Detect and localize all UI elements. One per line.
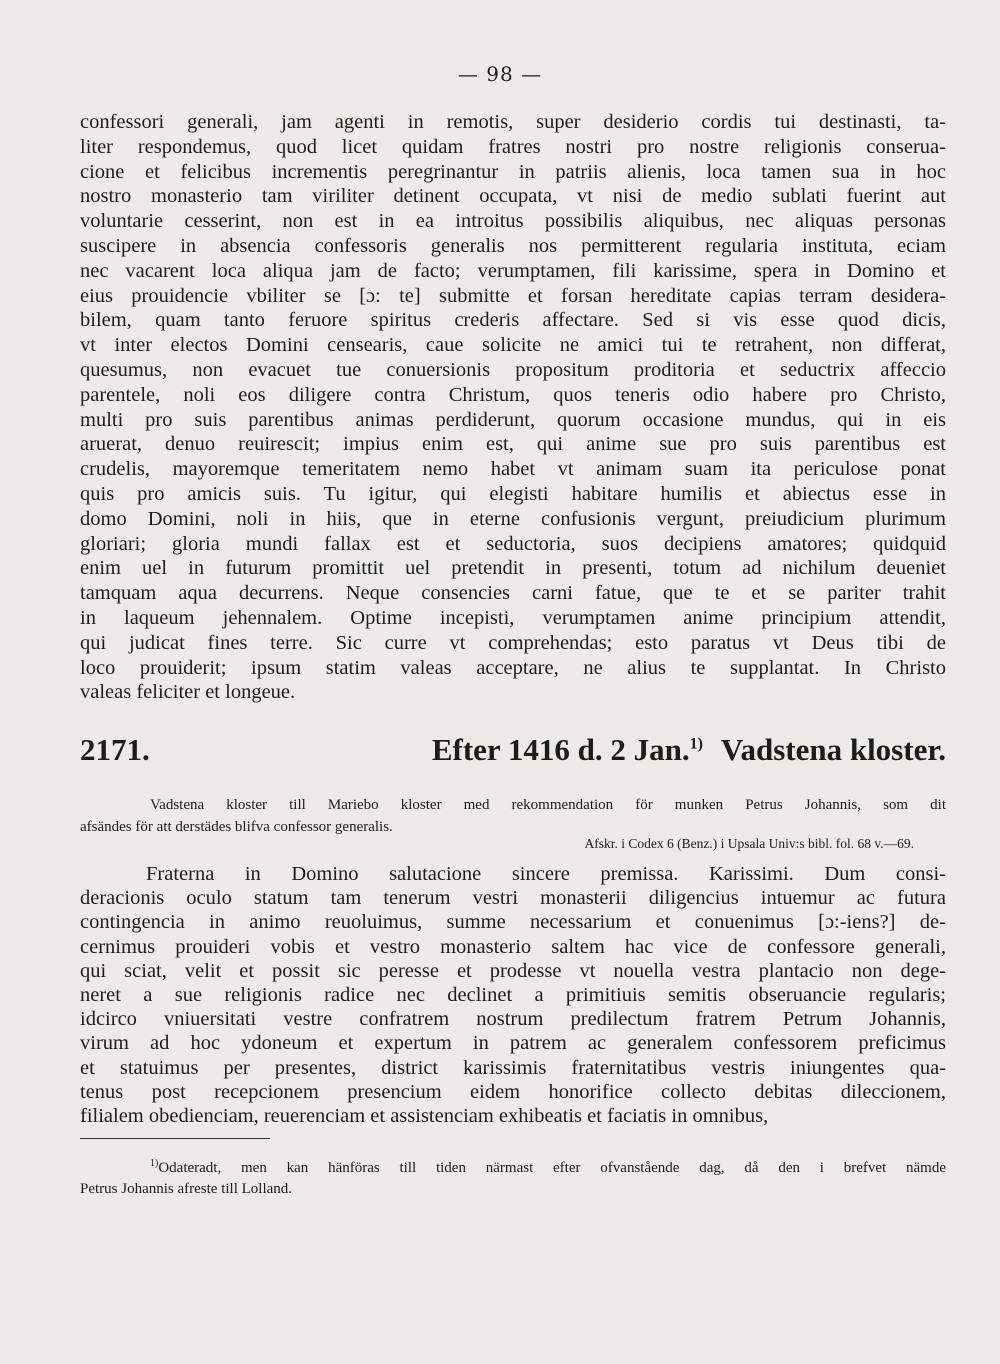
text-line: enim uel in futurum promittit uel pretendit in presenti, totum ad nichilum deueniet [80,557,946,580]
text-line: nostro monasterio tam viriliter detinent occupata, vt nisi de medio sublati fuerint aut [80,185,946,208]
text-line: suscipere in absencia confessoris generalis nos permitterent regularia instituta, eciam [80,234,946,257]
text-line: aruerat, denuo reuirescit; impius enim est, qui anime sue pro suis parentibus est [80,433,946,456]
text-line: quis pro amicis suis. Tu igitur, qui elegisti habitare humilis et abiectus esse in [80,482,946,505]
document-summary [80,794,946,838]
footnote-line-text: Odateradt, men kan hänföras till tiden närmast efter ofvanstående dag, då den i brefvet nämde [158,1160,946,1176]
document-number: 2171. [80,732,150,767]
text-line: gloriari; gloria mundi fallax est et seductoria, suos decipiens amatores; quidquid [80,532,946,555]
text-line: vt inter electos Domini censearis, caue solicite ne amici tui te retrahent, non differat, [80,334,946,357]
summary-line: Vadstena kloster till Mariebo kloster med rekommendation för munken Petrus Johannis, som dit [150,797,946,813]
document-heading [80,732,946,768]
letter-line: filialem obedienciam, reuerenciam et assistenciam exhibeatis et faciatis in omnibus, [80,1105,769,1128]
letter-line: contingencia in animo reuoluimus, summe necessarium et conuenimus [ɔ:-iens?] de- [80,911,946,934]
footnote-rule [80,1138,270,1139]
footnote-reference: 1) [689,735,703,753]
text-line: crudelis, mayoremque temeritatem nemo habet vt animam suam ita periculose ponat [80,458,946,481]
document-place: Vadstena kloster. [720,732,946,767]
letter-line: Fraterna in Domino salutacione sincere premissa. Karissimi. Dum consi- [146,863,946,885]
letter-line: deracionis oculo statum tam tenerum vestri monasterii diligencius intuemur ac futura [80,887,946,910]
text-line: liter respondemus, quod licet quidam fratres nostri pro nostre religionis conserua- [80,135,946,158]
text-line: parentele, noli eos diligere contra Christum, quos teneris odio habere pro Christo, [80,383,946,406]
page-number: — 98 — [457,62,543,86]
text-line: bilem, quam tanto feruore spiritus crederis affectare. Sed si vis esse quod dicis, [80,309,946,332]
document-heading-right [432,732,946,768]
text-line: tamquam aqua decurrens. Neque consencies carni fatue, que te et se pariter trahit [80,582,946,605]
text-line: nec vacarent loca aliqua jam de facto; verumptamen, fili karissime, spera in Domino et [80,259,946,282]
footnote-mark: 1) [150,1158,159,1169]
text-line: confessori generali, jam agenti in remotis, super desiderio cordis tui destinasti, ta- [80,111,946,133]
letter-line: neret a sue religionis radice nec declinet a primitiuis semitis obseruancie regularis; [80,984,946,1007]
main-text [80,110,946,705]
document-date: Efter 1416 d. 2 Jan. [431,732,690,767]
letter-line: cernimus prouideri vobis et vestro monasterio saltem hac vice de confessore generali, [80,935,946,958]
text-line: cione et felicibus incrementis peregrinantur in patriis alienis, loca tamen sua in hoc [80,160,946,183]
text-line: loco prouiderit; ipsum statim valeas acceptare, ne alius te supplantat. In Christo [80,656,946,679]
summary-line: afsändes för att derstädes blifva confessor generalis. [80,819,393,835]
letter-line: idcirco vniuersitati vestre confratrem nostrum predilectum fratrem Petrum Johannis, [80,1008,946,1031]
text-line: eius prouidencie vbiliter se [ɔ: te] submitte et forsan hereditate capias terram desidera- [80,284,946,307]
text-line: multi pro suis parentibus animas perdiderunt, quorum occasione mundus, qui in eis [80,408,946,431]
letter-line: qui sciat, velit et possit sic peresse et prodesse vt nouella vestra plantacio non dege- [80,959,946,982]
footnote-line [80,1153,946,1179]
source-reference: Afskr. i Codex 6 (Benz.) i Upsala Univ:s bibl. fol. 68 v.—69. [584,836,914,851]
text-line: in laqueum jehennalem. Optime incepisti, verumptamen anime principium attendit, [80,606,946,629]
text-line: valeas feliciter et longeue. [80,681,296,704]
text-line: quesumus, non evacuet tue conuersionis propositum proditoria et seductrix affeccio [80,358,946,381]
text-line: voluntarie cesserint, non est in ea introitus possibilis aliquibus, nec aliquas personas [80,210,946,233]
text-line: qui judicat fines terre. Sic curre vt comprehendas; esto paratus vt Deus tibi de [80,631,946,654]
letter-line: virum ad hoc ydoneum et expertum in patrem ac generalem confessorem preficimus [80,1032,946,1055]
letter-text [80,862,946,1128]
text-line: domo Domini, noli in hiis, que in eterne confusionis vergunt, preiudicium plurimum [80,507,946,530]
footnote [80,1153,946,1200]
letter-line: et statuimus per presentes, district karissimis fraternitatibus vestris iniungentes qua- [80,1056,946,1079]
document-date-wrap [432,732,703,768]
letter-line: tenus post recepcionem presencium eidem honorifice collecto debitas dileccionem, [80,1080,946,1103]
footnote-line: Petrus Johannis afreste till Lolland. [80,1181,293,1197]
